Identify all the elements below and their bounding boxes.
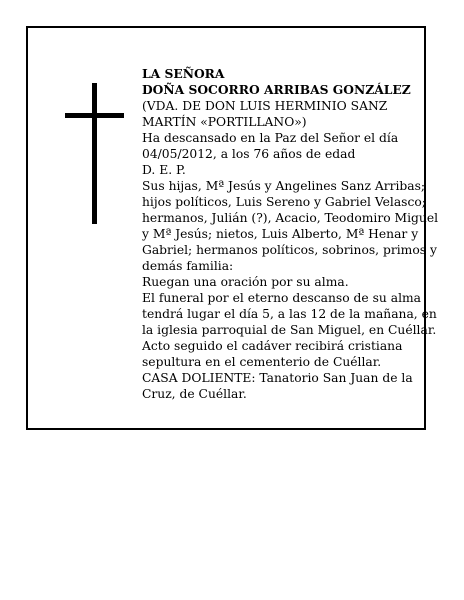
widow-of: (VDA. DE DON LUIS HERMINIO SANZ MARTÍN «PORTILLANO») xyxy=(142,99,388,129)
obituary-text xyxy=(142,66,444,402)
family-list: Sus hijas, Mª Jesús y Angelines Sanz Arribas; hijos políticos, Luis Sereno y Gabriel Velasco; hermanos, Julián (?), Acacio, Teodomiro Miguel y Mª Jesús; nietos, Luis Alberto, Mª Henar y Gabriel; hermanos políticos, sobrinos, primos y demás familia: xyxy=(142,179,439,273)
prayer-request: Ruegan una oración por su alma. xyxy=(142,275,349,289)
home-info: CASA DOLIENTE: Tanatorio San Juan de la Cruz, de Cuéllar. xyxy=(142,371,413,401)
deceased-name: DOÑA SOCORRO ARRIBAS GONZÁLEZ xyxy=(142,82,411,97)
obituary-card xyxy=(26,26,439,430)
funeral-info: El funeral por el eterno descanso de su alma tendrá lugar el día 5, a las 12 de la mañana, en la iglesia parroquial de San Miguel, en Cuéllar. Acto seguido el cadáver recibirá cristiana sepultura en el cementerio de Cuéllar. xyxy=(142,291,437,369)
rip: D. E. P. xyxy=(142,163,186,177)
title: LA SEÑORA xyxy=(142,66,225,81)
cross-icon-bar xyxy=(65,113,124,118)
cross-icon xyxy=(92,83,97,224)
death-notice: Ha descansado en la Paz del Señor el día 04/05/2012, a los 76 años de edad xyxy=(142,131,399,161)
